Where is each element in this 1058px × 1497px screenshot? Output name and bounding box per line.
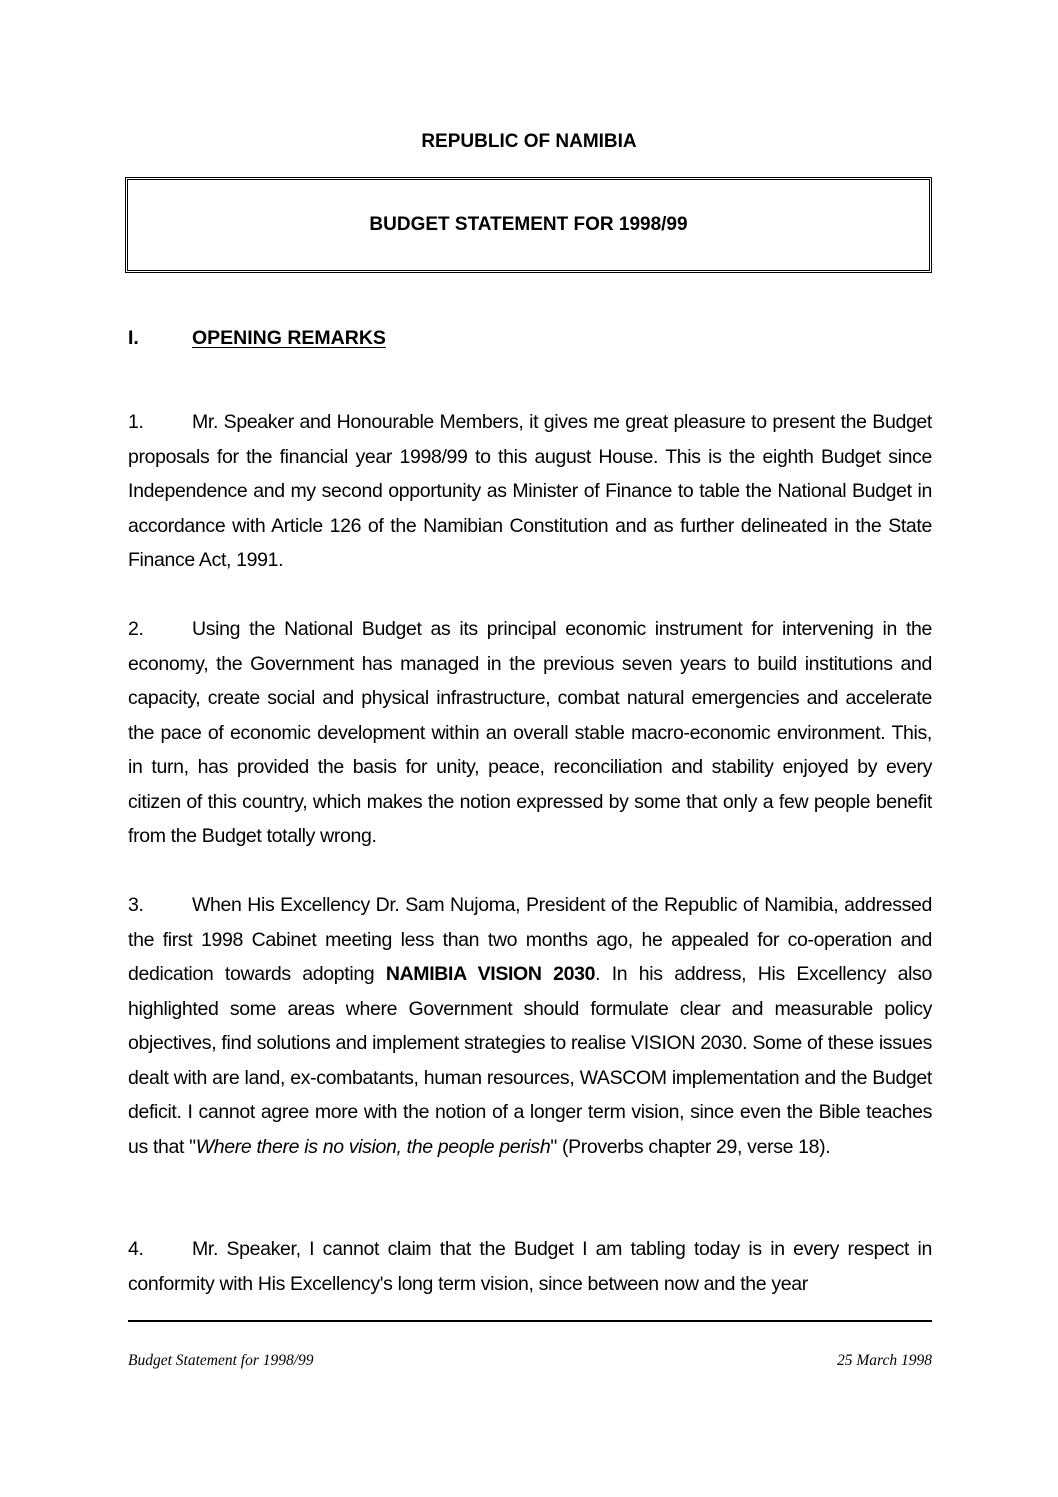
vision-2030-emphasis: NAMIBIA VISION 2030 bbox=[385, 963, 596, 985]
paragraph-number: 4. bbox=[128, 1238, 144, 1260]
section-title: OPENING REMARKS bbox=[192, 327, 386, 349]
bible-quote: Where there is no vision, the people perish bbox=[195, 1135, 551, 1158]
footer-document-title: Budget Statement for 1998/99 bbox=[128, 1352, 314, 1369]
paragraph-text: Using the National Budget as its principal economic instrument for intervening in the economy, the Government has managed in the previous seven years to build institutions and capacity, create social and physical infrastructure, combat natural emergencies and accelerate the pace of economic development within an overall stable macro-economic environment. This, in turn, has provided the basis for unity, peace, reconciliation and stability enjoyed by every citizen of this country, which makes the notion expressed by some that only a few people benefit from the Budget totally wrong. bbox=[128, 618, 932, 847]
paragraph-1 bbox=[128, 405, 932, 578]
paragraph-text: " (Proverbs chapter 29, verse 18). bbox=[550, 1135, 831, 1158]
paragraph-text: Mr. Speaker and Honourable Members, it gives me great pleasure to present the Budget proposals for the financial year 1998/99 to this august House. This is the eighth Budget since Independence and my second opportunity as Minister of Finance to table the National Budget in accordance with Article 126 of the Namibian Constitution and as further delineated in the State Finance Act, 1991. bbox=[128, 411, 932, 571]
paragraph-number: 3. bbox=[128, 894, 144, 916]
paragraph-4 bbox=[128, 1232, 932, 1301]
section-number: I. bbox=[128, 327, 139, 349]
paragraph-number: 1. bbox=[128, 411, 144, 433]
paragraph-text: . In his address, His Excellency also highlighted some areas where Government should formulate clear and measurable policy objectives, find solutions and implement strategies to realise VISION 2030. Some of these issues dealt with are land, ex-combatants, human resources, WASCOM implementation and the Budget deficit. I cannot agree more with the notion of a longer term vision, since even the Bible teaches us that " bbox=[128, 963, 932, 1158]
paragraph-3 bbox=[128, 888, 932, 1164]
paragraph-text: When His Excellency Dr. Sam Nujoma, President of the Republic of Namibia, addressed the first 1998 Cabinet meeting less than two months ago, he appealed for co-operation and dedication towards adopting bbox=[128, 894, 932, 985]
paragraph-2 bbox=[128, 612, 932, 854]
title-box bbox=[125, 177, 932, 273]
footer-divider bbox=[128, 1320, 932, 1322]
page-footer bbox=[128, 1352, 932, 1370]
paragraph-number: 2. bbox=[128, 618, 144, 640]
country-heading: REPUBLIC OF NAMIBIA bbox=[421, 131, 637, 152]
document-title: BUDGET STATEMENT FOR 1998/99 bbox=[369, 214, 688, 235]
footer-date: 25 March 1998 bbox=[837, 1352, 932, 1369]
paragraph-text: Mr. Speaker, I cannot claim that the Budget I am tabling today is in every respect in conformity with His Excellency's long term vision, since between now and the year bbox=[128, 1238, 932, 1295]
